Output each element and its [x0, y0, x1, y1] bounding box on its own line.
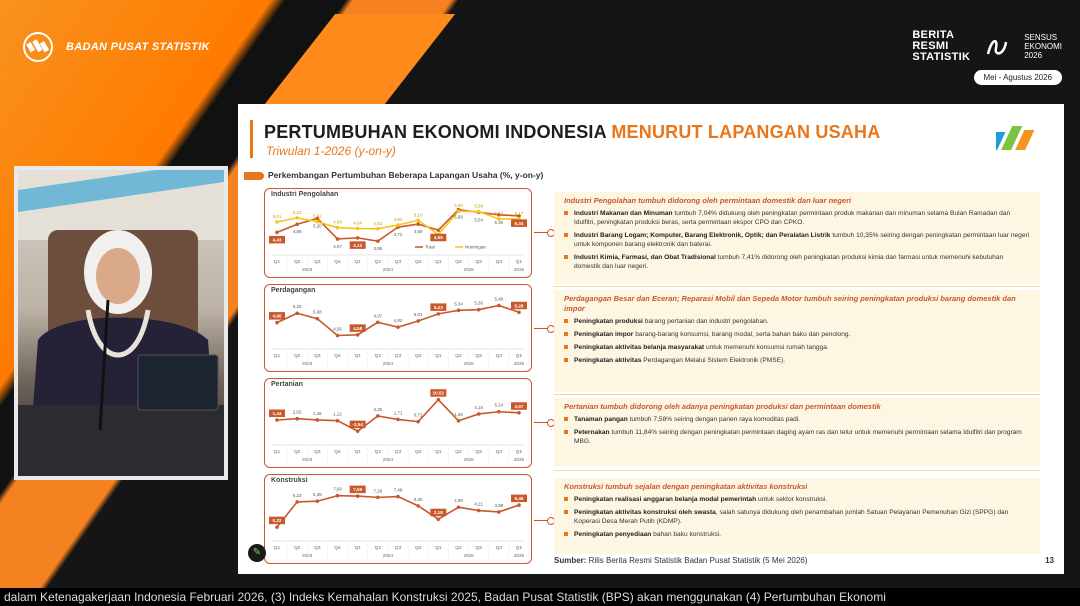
data-label: 4,55 — [433, 235, 443, 241]
data-point — [376, 320, 380, 324]
data-label: 4,63 — [373, 220, 383, 226]
x-tick-label: Q4 — [334, 354, 341, 359]
year-label: 2024 — [382, 267, 394, 272]
date-badge: Mei - Agustus 2026 — [974, 70, 1062, 85]
data-label: 5,68 — [454, 214, 463, 220]
chart-title: Konstruksi — [271, 477, 308, 484]
x-tick-label: Q3 — [314, 546, 321, 551]
data-point — [497, 410, 501, 414]
x-tick-label: Q1 — [515, 354, 523, 359]
org-name: BADAN PUSAT STATISTIK — [66, 41, 210, 53]
x-tick-label: Q4 — [334, 260, 341, 265]
data-point — [376, 227, 380, 231]
chart-title: Perdagangan — [271, 287, 316, 294]
x-tick-label: Q2 — [455, 354, 462, 359]
textbox-konstruksi — [554, 478, 1040, 554]
x-tick-label: Q4 — [414, 260, 422, 265]
list-item-bold: Peningkatan impor — [574, 331, 634, 338]
list-item-bold: Industri Makanan dan Minuman — [574, 210, 673, 217]
data-point — [517, 503, 521, 507]
x-tick-label: Q3 — [314, 450, 321, 455]
list-item — [564, 209, 1030, 227]
data-label: 5,01 — [413, 311, 423, 317]
data-point — [457, 505, 461, 509]
list-item-text: tumbuh 10,35% seiring dengan peningkatan permintaan luar negeri untuk komponen barang elektronik dan baterai. — [574, 232, 1030, 248]
x-tick-label: Q1 — [273, 260, 281, 265]
x-tick-label: Q3 — [394, 546, 402, 551]
data-label: 5,28 — [514, 303, 524, 309]
textbox-industri — [554, 192, 1040, 284]
list-item-bold: Peningkatan aktivitas konstruksi oleh swasta — [574, 509, 716, 516]
data-point — [376, 496, 380, 500]
data-label: 7,68 — [333, 486, 342, 492]
data-point — [497, 510, 501, 514]
data-point — [396, 418, 400, 422]
data-point — [437, 517, 441, 521]
data-point — [396, 495, 400, 499]
data-point — [517, 411, 521, 415]
textbox-heading: Perdagangan Besar dan Eceran; Reparasi Mobil dan Sepeda Motor tumbuh seiring peningkatan produksi barang domestik dan impor — [564, 294, 1016, 313]
x-tick-label: Q2 — [293, 354, 301, 359]
year-label: 2026 — [513, 361, 525, 366]
x-tick-label: Q1 — [515, 450, 523, 455]
source-label: Sumber: — [554, 556, 587, 565]
data-point — [295, 216, 299, 220]
chart-perdagangan-svg — [265, 285, 531, 371]
x-tick-label: Q1 — [273, 546, 281, 551]
x-tick-label: Q1 — [435, 546, 442, 551]
data-label: 5,23 — [433, 304, 443, 310]
data-label: 4,97 — [373, 313, 383, 319]
legend-label: Nonmigas — [465, 244, 486, 250]
speaker-video — [14, 166, 228, 480]
textbox-perdagangan — [554, 290, 1040, 392]
textbox-heading: Industri Pengolahan tumbuh didorong oleh permintaan domestik dan luar negeri — [564, 196, 852, 205]
x-tick-label: Q1 — [354, 260, 361, 265]
slide-title-main: PERTUMBUHAN EKONOMI INDONESIA — [264, 122, 612, 142]
data-point — [457, 209, 461, 213]
data-point — [295, 500, 299, 504]
data-label: 4,64 — [353, 220, 362, 226]
textbox-pertanian — [554, 398, 1040, 466]
data-point — [356, 227, 360, 231]
data-point — [275, 418, 279, 422]
list-item-bold: Industri Barang Logam; Komputer, Barang Elektronik, Optik; dan Peralatan Listrik — [574, 232, 831, 239]
data-point — [316, 317, 320, 321]
data-point — [416, 218, 420, 222]
list-item — [564, 231, 1030, 249]
data-point — [477, 210, 481, 214]
list-item-text: , salah satunya didukung oleh penambahan jumlah Satuan Pelayanan Pemenuhan Gizi (SPPG) dan Koperasi Desa Merah Putih (KDMP). — [574, 509, 1009, 525]
data-label: 4,67 — [514, 403, 524, 409]
textbox-heading: Konstruksi tumbuh sejalan dengan peningkatan aktivitas konstruksi — [564, 482, 808, 491]
section-heading: Perkembangan Pertumbuhan Beberapa Lapangan Usaha (%, y-on-y) — [268, 170, 544, 180]
list-item — [564, 508, 1030, 526]
x-tick-label: Q4 — [334, 546, 341, 551]
year-label: 2026 — [513, 267, 525, 272]
data-label: 2,02 — [292, 409, 302, 415]
year-label: 2026 — [513, 553, 525, 558]
textbox-separator — [554, 286, 1040, 287]
x-tick-label: Q3 — [314, 354, 321, 359]
data-label: 4,84 — [393, 216, 403, 222]
data-point — [396, 325, 400, 329]
year-label: 2023 — [302, 553, 313, 558]
data-point — [356, 494, 360, 498]
brs-line1: BERITA — [912, 29, 955, 41]
textbox-heading: Pertanian tumbuh didorong oleh adanya peningkatan produksi dan permintaan domestik — [564, 402, 881, 411]
data-label: 0,32 — [272, 518, 282, 524]
list-item-bold: Peternakan — [574, 429, 610, 436]
list-item-text: tumbuh 11,84% seiring dengan peningkatan permintaan daging ayam ras dan telur untuk memenuhi permintaan selama Idulfitri dan program MBG. — [574, 429, 1022, 445]
data-label: 1,12 — [333, 411, 342, 417]
data-label: -3,54 — [352, 422, 363, 428]
data-label: 7,59 — [353, 487, 363, 493]
data-label: 4,15 — [474, 404, 483, 410]
sensus-ekonomi-icon — [984, 34, 1010, 60]
x-tick-label: Q3 — [394, 260, 402, 265]
list-item — [564, 330, 1030, 339]
data-label: 5,40 — [494, 219, 504, 225]
data-label: 5,17 — [494, 210, 504, 216]
data-label: 4,13 — [353, 242, 363, 248]
speaker-figure — [18, 170, 224, 476]
textbox-list — [564, 209, 1030, 271]
data-point — [477, 412, 481, 416]
data-label: 5,20 — [313, 223, 322, 229]
data-label: 5,49 — [514, 496, 524, 502]
data-label: 7,29 — [373, 488, 383, 494]
data-label: 1,71 — [393, 410, 403, 416]
textbox-separator — [554, 470, 1040, 471]
data-label: 4,21 — [474, 501, 483, 507]
data-label: 3,95 — [373, 246, 383, 252]
list-item — [564, 495, 1030, 504]
connector-3 — [534, 520, 552, 521]
data-point — [275, 220, 279, 224]
data-label: 4,96 — [272, 313, 282, 319]
data-point — [336, 226, 340, 230]
x-tick-label: Q1 — [354, 450, 361, 455]
list-item-text: untuk sektor konstruksi. — [756, 496, 828, 503]
x-tick-label: Q1 — [273, 450, 281, 455]
x-tick-label: Q2 — [293, 546, 301, 551]
list-item-bold: Tanaman pangan — [574, 416, 628, 423]
data-label: 4,58 — [353, 325, 363, 331]
data-label: 5,23 — [292, 209, 302, 215]
list-item-bold: Peningkatan realisasi anggaran belanja modal pemerintah — [574, 496, 757, 503]
year-label: 2025 — [463, 553, 474, 558]
data-label: 7,48 — [393, 487, 403, 493]
textbox-list — [564, 317, 1030, 365]
data-label: 1,46 — [313, 410, 322, 416]
year-label: 2024 — [382, 361, 394, 366]
x-tick-label: Q2 — [374, 450, 382, 455]
bps-header-logo — [18, 32, 210, 62]
data-point — [376, 414, 380, 418]
data-point — [336, 334, 340, 338]
x-tick-label: Q4 — [495, 450, 503, 455]
list-item-bold: Peningkatan penyediaan — [574, 531, 652, 538]
x-tick-label: Q4 — [414, 354, 422, 359]
data-label: 4,56 — [333, 326, 342, 332]
x-tick-label: Q2 — [455, 260, 462, 265]
x-tick-label: Q1 — [435, 260, 442, 265]
data-point — [416, 319, 420, 323]
x-tick-label: Q2 — [374, 546, 382, 551]
chart-panel-perdagangan — [264, 284, 532, 372]
chart-title: Pertanian — [271, 381, 303, 388]
x-tick-label: Q1 — [435, 450, 442, 455]
bps-slide-logo-icon — [996, 118, 1050, 158]
x-tick-label: Q2 — [293, 260, 301, 265]
x-tick-label: Q2 — [374, 354, 382, 359]
data-point — [295, 222, 299, 226]
data-point — [295, 417, 299, 421]
data-label: 1,06 — [454, 411, 463, 417]
data-point — [275, 525, 279, 529]
x-tick-label: Q1 — [435, 354, 442, 359]
data-label: 5,08 — [313, 309, 322, 315]
list-item — [564, 253, 1030, 271]
x-tick-label: Q1 — [515, 546, 523, 551]
data-label: 4,72 — [393, 232, 403, 238]
data-label: 5,49 — [494, 296, 504, 302]
year-label: 2025 — [463, 457, 474, 462]
list-item-text: tumbuh 7,41% didorong oleh peningkatan produksi kimia dan farmasi untuk memenuhi kebutuhan domestik dan luar negeri. — [574, 254, 1004, 270]
data-point — [316, 418, 320, 422]
year-label: 2023 — [302, 457, 313, 462]
bps-logo-icon — [18, 32, 58, 62]
data-label: 4,31 — [434, 226, 443, 232]
data-point — [457, 419, 461, 423]
presentation-slide — [238, 104, 1064, 574]
year-label: 2026 — [513, 457, 525, 462]
x-tick-label: Q1 — [273, 354, 281, 359]
data-label: 5,58 — [474, 203, 483, 209]
page-number: 13 — [1045, 556, 1054, 565]
data-point — [416, 504, 420, 508]
list-item — [564, 530, 1030, 539]
data-label: 2,18 — [433, 510, 443, 516]
data-label: 5,01 — [272, 213, 282, 219]
data-point — [275, 321, 279, 325]
data-label: 4,98 — [454, 498, 463, 504]
data-label: 5,14 — [494, 402, 504, 408]
chart-konstruksi-svg — [265, 475, 531, 563]
data-label: 5,36 — [474, 300, 483, 306]
list-item-text: untuk memenuhi konsumsi rumah tangga. — [704, 344, 829, 351]
x-tick-label: Q3 — [475, 260, 482, 265]
chart-pertanian-svg — [265, 379, 531, 467]
list-item — [564, 343, 1030, 352]
data-label: 4,88 — [292, 229, 302, 235]
brs-line3: STATISTIK — [912, 51, 971, 63]
list-item-text: barang pertanian dan industri pengolahan. — [642, 318, 769, 325]
slide-title — [264, 122, 880, 143]
year-label: 2025 — [463, 267, 474, 272]
year-label: 2023 — [302, 361, 313, 366]
se-line1: SENSUS — [1024, 33, 1058, 42]
sensus-ekonomi-logo — [1024, 33, 1062, 60]
list-item-bold: Industri Kimia, Farmasi, dan Obat Tradisional — [574, 254, 716, 261]
bg-orange-band — [265, 14, 455, 104]
list-item-bold: Peningkatan aktivitas belanja masyarakat — [574, 344, 705, 351]
data-label: 5,54 — [474, 217, 483, 223]
se-line3: 2026 — [1024, 51, 1043, 60]
connector-1 — [534, 328, 552, 329]
list-item — [564, 428, 1030, 446]
data-point — [477, 308, 481, 312]
connector-2 — [534, 422, 552, 423]
data-point — [477, 509, 481, 513]
textbox-list — [564, 415, 1030, 446]
slide-title-accent: MENURUT LAPANGAN USAHA — [611, 122, 881, 142]
data-point — [316, 499, 320, 503]
data-point — [356, 333, 360, 337]
data-label: 5,34 — [454, 301, 463, 307]
data-point — [497, 304, 501, 308]
se-line2: EKONOMI — [1024, 42, 1062, 51]
data-point — [295, 311, 299, 315]
data-point — [336, 494, 340, 498]
x-tick-label: Q2 — [293, 450, 301, 455]
chart-panel-pertanian — [264, 378, 532, 468]
data-point — [437, 312, 441, 316]
legend-label: Total — [425, 244, 435, 250]
year-label: 2024 — [382, 457, 394, 462]
chart-panel-industri — [264, 188, 532, 278]
data-point — [376, 239, 380, 243]
chart-title: Industri Pengolahan — [271, 191, 339, 198]
list-item-bold: Peningkatan produksi — [574, 318, 643, 325]
data-label: 5,10 — [413, 212, 423, 218]
x-tick-label: Q4 — [495, 354, 503, 359]
data-label: 5,17 — [514, 210, 524, 216]
list-item — [564, 317, 1030, 326]
data-label: 4,82 — [393, 318, 403, 324]
data-point — [457, 309, 461, 313]
title-accent-bar — [250, 120, 253, 158]
data-label: 4,89 — [413, 229, 423, 235]
x-tick-label: Q3 — [394, 354, 402, 359]
data-point — [356, 236, 360, 240]
x-tick-label: Q4 — [414, 450, 422, 455]
data-label: 6,39 — [313, 492, 322, 498]
source-note — [554, 556, 807, 565]
x-tick-label: Q1 — [354, 546, 361, 551]
data-label: 3,88 — [494, 502, 504, 508]
x-tick-label: Q2 — [455, 546, 462, 551]
brs-logo — [912, 30, 970, 63]
list-item-text: Perdagangan Melalui Sistem Elektronik (PMSE). — [641, 357, 786, 364]
x-tick-label: Q4 — [334, 450, 341, 455]
x-tick-label: Q4 — [495, 546, 503, 551]
data-label: 4,07 — [333, 243, 342, 249]
data-point — [517, 310, 521, 314]
data-label: 1,44 — [272, 411, 282, 417]
list-item-text: tumbuh 7,04% didukung oleh peningkatan permintaan produk makanan dan minuman selama Bulan Ramadan dan Idulfitri, peningkatan produksi beras, serta permintaan ekspor CPO dan CPKO. — [574, 210, 1011, 226]
chart-industri-svg — [265, 189, 531, 277]
x-tick-label: Q1 — [515, 260, 523, 265]
data-point — [437, 398, 441, 402]
x-tick-label: Q3 — [475, 354, 482, 359]
x-tick-label: Q2 — [455, 450, 462, 455]
chart-panel-konstruksi — [264, 474, 532, 564]
data-point — [396, 223, 400, 227]
data-label: 4,43 — [272, 237, 282, 243]
data-point — [336, 237, 340, 241]
list-item-text: bahan baku konstruksi. — [651, 531, 721, 538]
data-label: 5,30 — [413, 496, 423, 502]
data-label: 10,52 — [432, 390, 445, 396]
x-tick-label: Q4 — [414, 546, 422, 551]
source-text: Rilis Berita Resmi Statistik Badan Pusat Statistik (5 Mei 2026) — [586, 556, 808, 565]
list-item — [564, 356, 1030, 365]
year-label: 2023 — [302, 267, 313, 272]
list-item-text: tumbuh 7,58% seiring dengan panen raya komoditas padi. — [627, 416, 801, 423]
x-tick-label: Q2 — [374, 260, 382, 265]
data-point — [275, 231, 279, 235]
data-point — [416, 420, 420, 424]
data-label: 4,69 — [333, 219, 342, 225]
x-tick-label: Q3 — [314, 260, 321, 265]
news-ticker: dalam Ketenagakerjaan Indonesia Februari 2026, (3) Indeks Kemahalan Konstruksi 2025, Badan Pusat Statistik (BPS) akan menggunakan (4) Pertumbuhan Ekonomi — [0, 588, 1080, 606]
year-label: 2024 — [382, 553, 394, 558]
textbox-list — [564, 495, 1030, 539]
data-label: 5,02 — [313, 213, 322, 219]
x-tick-label: Q3 — [475, 546, 482, 551]
x-tick-label: Q4 — [495, 260, 503, 265]
brs-line2: RESMI — [912, 40, 949, 52]
list-item-bold: Peningkatan aktivitas — [574, 357, 642, 364]
year-label: 2025 — [463, 361, 474, 366]
textbox-separator — [554, 394, 1040, 395]
data-point — [416, 222, 420, 226]
pen-edit-icon[interactable]: ✎ — [248, 544, 266, 562]
data-label: 3,25 — [373, 406, 383, 412]
series-line — [277, 496, 519, 527]
list-item — [564, 415, 1030, 424]
x-tick-label: Q1 — [354, 354, 361, 359]
connector-0 — [534, 232, 552, 233]
data-label: 6,23 — [292, 492, 302, 498]
data-label: 0,72 — [413, 412, 423, 418]
x-tick-label: Q3 — [394, 450, 402, 455]
data-label: 5,34 — [514, 220, 524, 226]
data-point — [336, 419, 340, 423]
event-logos — [912, 30, 1062, 63]
data-point — [356, 429, 360, 433]
slide-subtitle: Triwulan 1-2026 (y-on-y) — [266, 144, 396, 158]
data-label: 5,60 — [454, 203, 463, 209]
list-item-text: barang-barang konsumsi, barang modal, serta bahan baku dan penolong. — [633, 331, 851, 338]
data-label: 5,25 — [292, 304, 302, 310]
x-tick-label: Q3 — [475, 450, 482, 455]
